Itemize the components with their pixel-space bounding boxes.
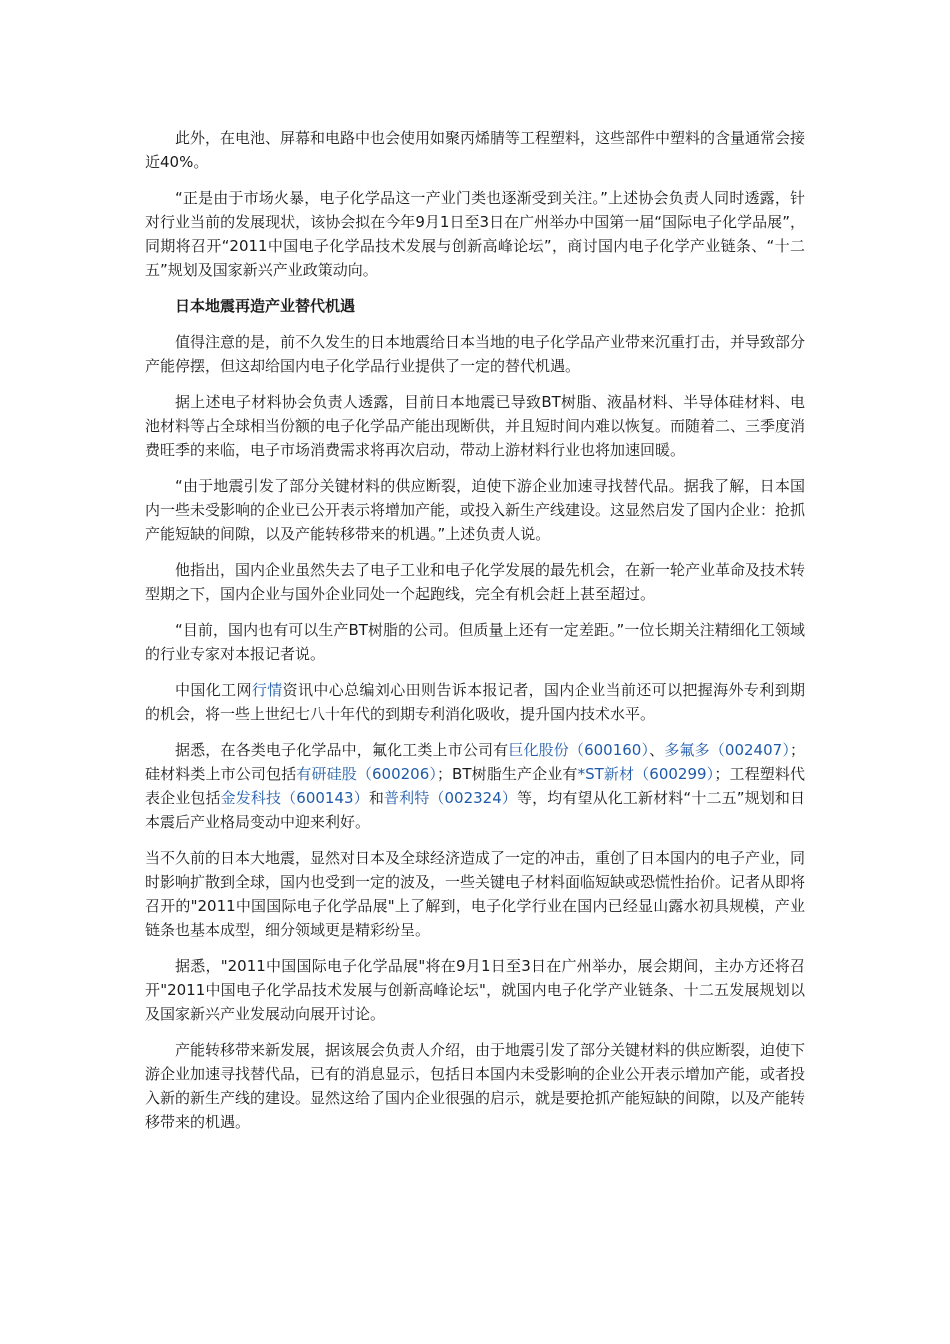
paragraph-text: ；工程塑料代表企业包括: [145, 765, 805, 807]
paragraph-patents: [145, 678, 805, 726]
paragraph-earthquake: 值得注意的是，前不久发生的日本地震给日本当地的电子化学品产业带来沉重打击，并导致部分产能停摆，但这却给国内电子化学品行业提供了一定的替代机遇。: [145, 333, 806, 375]
paragraph-text: 等，均有望从化工新材料“十二五”规划和日本震后产业格局变动中迎来利好。: [145, 789, 806, 831]
paragraph-association-quote: “正是由于市场火暴，电子化学品这一产业门类也逐渐受到关注。”上述协会负责人同时透露，针对行业当前的发展现状，该协会拟在今年9月1日至3日在广州举办中国第一届“国际电子化学品展”，同期将召开“2011中国电子化学品技术发展与创新高峰论坛”，商讨国内电子化学产业链条、“十二五”规划及国家新兴产业政策动向。: [145, 189, 805, 279]
paragraph-text: ；硅材料类上市公司包括: [145, 741, 805, 783]
stock-link-pret[interactable]: 普利特（002324）: [383, 789, 518, 807]
paragraph-capacity-transfer: 产能转移带来新发展，据该展会负责人介绍，由于地震引发了部分关键材料的供应断裂，迫使下游企业加速寻找替代品，已有的消息显示，包括日本国内未受影响的企业公开表示增加产能，或者投入新的新生产线的建设。显然这给了国内企业很强的启示，就是要抢抓产能短缺的间隙，以及产能转移带来的机遇。: [145, 1041, 806, 1131]
paragraph-exhibition: 据悉，"2011中国国际电子化学品展"将在9月1日至3日在广州举办，展会期间，主办方还将召开"2011中国电子化学品技术发展与创新高峰论坛"，就国内电子化学产业链条、十二五发展规划以及国家新兴产业发展动向展开讨论。: [145, 957, 805, 1023]
paragraph-text: 和: [368, 789, 384, 807]
stock-link-st-xincai[interactable]: *ST新材（600299）: [577, 765, 715, 783]
paragraph-text: 中国化工网: [175, 681, 252, 699]
paragraph-listed-companies: [145, 738, 805, 834]
stock-link-duofuduo[interactable]: 多氟多（002407）: [664, 741, 790, 759]
paragraph-impact: 当不久前的日本大地震，显然对日本及全球经济造成了一定的冲击，重创了日本国内的电子产业，同时影响扩散到全球，国内也受到一定的波及，一些关键电子材料面临短缺或恐慌性抬价。记者从即将召开的"2011中国国际电子化学品展"上了解到，电子化学行业在国内已经显山露水初具规模，产业链条也基本成型，细分领域更是精彩纷呈。: [145, 849, 806, 939]
paragraph-substitute-quote: “由于地震引发了部分关键材料的供应断裂，迫使下游企业加速寻找替代品。据我了解，日本国内一些未受影响的企业已公开表示将增加产能，或投入新生产线建设。这显然启发了国内企业：抢抓产能短缺的间隙，以及产能转移带来的机遇。”上述负责人说。: [145, 477, 806, 543]
paragraph-opportunity: 他指出，国内企业虽然失去了电子工业和电子化学发展的最先机会，在新一轮产业革命及技术转型期之下，国内企业与国外企业同处一个起跑线，完全有机会赶上甚至超过。: [145, 561, 806, 603]
paragraph-supply-disruption: 据上述电子材料协会负责人透露，目前日本地震已导致BT树脂、液晶材料、半导体硅材料、电池材料等占全球相当份额的电子化学品产能出现断供，并且短时间内难以恢复。而随着二、三季度消费旺季的来临，电子市场消费需求将再次启动，带动上游材料行业也将加速回暖。: [145, 393, 806, 459]
stock-link-juhua[interactable]: 巨化股份（600160）: [508, 741, 650, 759]
paragraph-plastics: 此外，在电池、屏幕和电路中也会使用如聚丙烯腈等工程塑料，这些部件中塑料的含量通常会接近40%。: [145, 129, 806, 171]
section-heading: 日本地震再造产业替代机遇: [175, 297, 356, 315]
stock-link-kingfa[interactable]: 金发科技（600143）: [220, 789, 369, 807]
market-quotes-link[interactable]: 行情: [251, 681, 283, 699]
paragraph-text: 资讯中心总编刘心田则告诉本报记者，国内企业当前还可以把握海外专利到期的机会，将一些上世纪七八十年代的到期专利消化吸收，提升国内技术水平。: [145, 681, 805, 723]
paragraph-text: ；BT树脂生产企业有: [437, 765, 578, 783]
article-body: [145, 126, 805, 1146]
paragraph-bt-resin-quote: “目前，国内也有可以生产BT树脂的公司。但质量上还有一定差距。”一位长期关注精细化工领域的行业专家对本报记者说。: [145, 621, 805, 663]
paragraph-text: 据悉，在各类电子化学品中，氟化工类上市公司有: [175, 741, 509, 759]
paragraph-text: 、: [649, 741, 665, 759]
stock-link-youyan[interactable]: 有研硅股（600206）: [296, 765, 438, 783]
